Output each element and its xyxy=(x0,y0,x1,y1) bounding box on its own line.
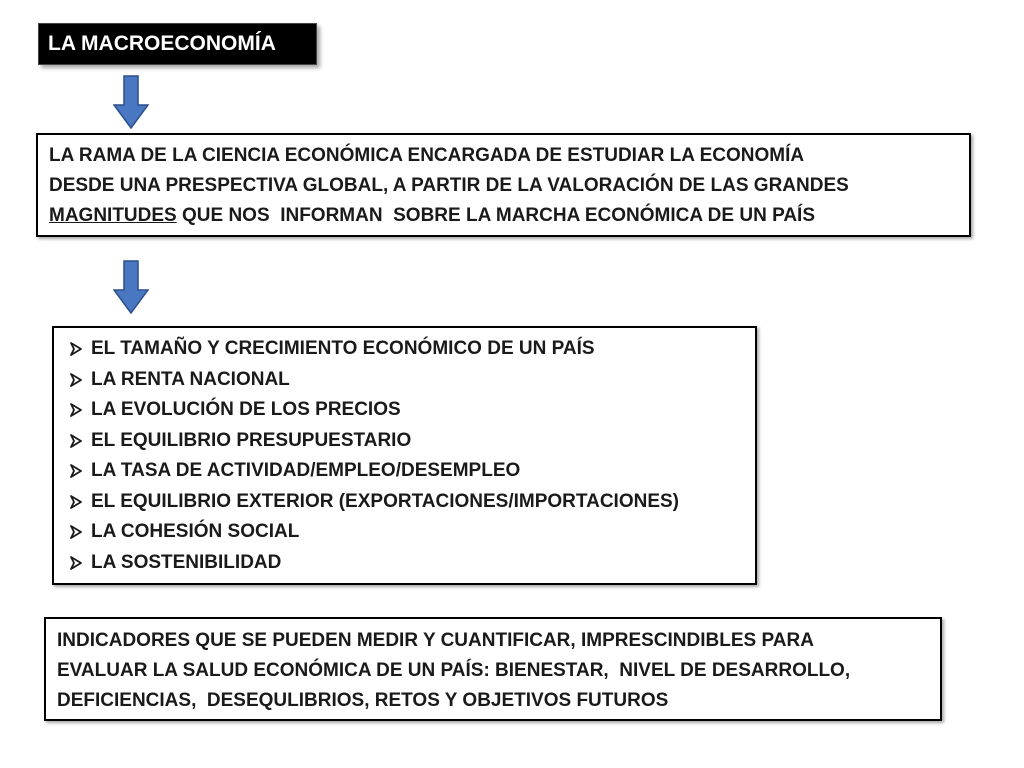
arrow-down-icon xyxy=(113,75,149,129)
list-item xyxy=(67,395,755,426)
title-box xyxy=(38,23,317,65)
list-item-label: EL EQUILIBRIO PRESUPUESTARIO xyxy=(91,429,412,451)
definition-line-2: DESDE UNA PRESPECTIVA GLOBAL, A PARTIR DE LA VALORACIÓN DE LAS GRANDES xyxy=(49,175,849,196)
list-item xyxy=(67,334,755,365)
arrow-down-icon xyxy=(113,260,149,314)
list-item xyxy=(67,456,755,487)
list-item-label: LA EVOLUCIÓN DE LOS PRECIOS xyxy=(91,399,401,420)
list-item-label: LA COHESIÓN SOCIAL xyxy=(91,521,300,542)
list-item-label: LA SOSTENIBILIDAD xyxy=(91,551,282,573)
indicators-box xyxy=(44,617,942,721)
arrowhead-bullet-icon xyxy=(67,461,91,481)
list-item xyxy=(67,426,755,457)
arrowhead-bullet-icon xyxy=(67,370,91,390)
arrowhead-bullet-icon xyxy=(67,492,91,512)
definition-line-3 xyxy=(49,201,969,231)
list-item xyxy=(67,365,755,396)
arrowhead-bullet-icon xyxy=(67,339,91,359)
slide-title: LA MACROECONOMÍA xyxy=(48,32,276,55)
magnitudes-underlined: MAGNITUDES xyxy=(49,205,177,226)
list-item xyxy=(67,548,755,579)
arrowhead-bullet-icon xyxy=(67,431,91,451)
indicators-line-3: DEFICIENCIAS, DESEQULIBRIOS, RETOS Y OBJETIVOS FUTUROS xyxy=(57,690,669,711)
list-item-label: EL TAMAÑO Y CRECIMIENTO ECONÓMICO DE UN PAÍS xyxy=(91,338,595,359)
arrowhead-bullet-icon xyxy=(67,522,91,542)
list-item xyxy=(67,487,755,518)
list-item-label: LA TASA DE ACTIVIDAD/EMPLEO/DESEMPLEO xyxy=(91,460,521,481)
list-item xyxy=(67,517,755,548)
indicators-line-1: INDICADORES QUE SE PUEDEN MEDIR Y CUANTIFICAR, IMPRESCINDIBLES PARA xyxy=(57,630,814,651)
list-item-label: LA RENTA NACIONAL xyxy=(91,368,290,390)
definition-box xyxy=(36,133,971,237)
definition-line-1: LA RAMA DE LA CIENCIA ECONÓMICA ENCARGADA DE ESTUDIAR LA ECONOMÍA xyxy=(49,145,805,166)
arrowhead-bullet-icon xyxy=(67,553,91,573)
arrowhead-bullet-icon xyxy=(67,400,91,420)
list-item-label: EL EQUILIBRIO EXTERIOR (EXPORTACIONES/IMPORTACIONES) xyxy=(91,490,679,512)
magnitudes-list xyxy=(52,326,757,585)
definition-line-3-rest: QUE NOS INFORMAN SOBRE LA MARCHA ECONÓMICA DE UN PAÍS xyxy=(176,205,816,226)
indicators-line-2: EVALUAR LA SALUD ECONÓMICA DE UN PAÍS: BIENESTAR, NIVEL DE DESARROLLO, xyxy=(57,660,851,681)
